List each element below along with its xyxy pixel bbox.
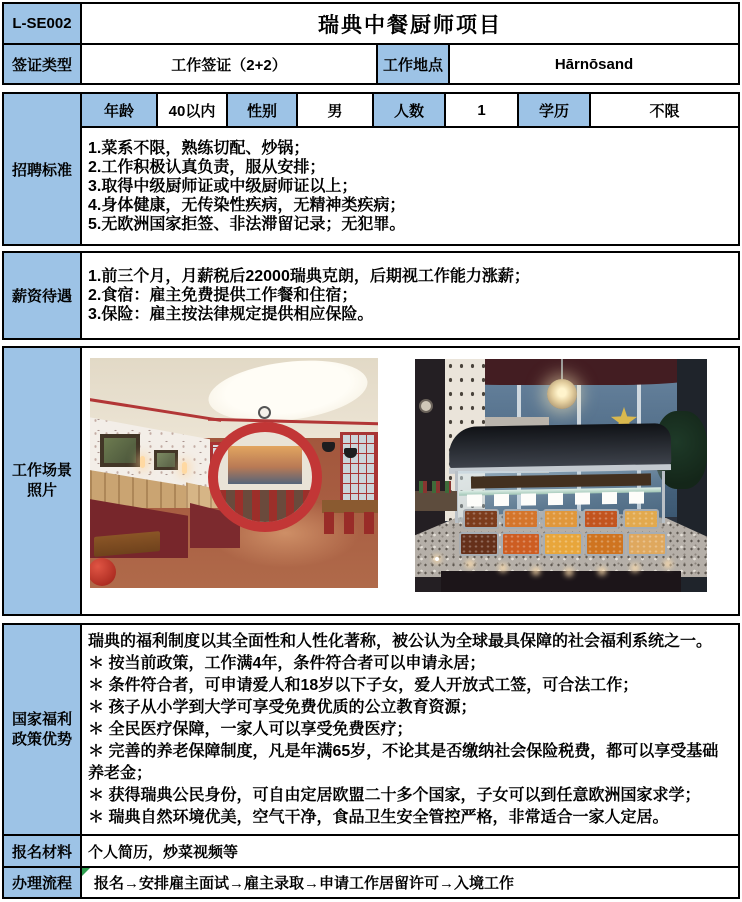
buffet-hood <box>449 423 672 469</box>
requirement-line: 3.取得中级厨师证或中级厨师证以上； <box>88 177 358 195</box>
recruit-requirements <box>82 126 738 244</box>
red-sphere-decoration <box>90 558 116 586</box>
photos-label-line2: 照片 <box>26 482 57 499</box>
gender-label: 性别 <box>226 94 296 126</box>
recruit-section <box>2 92 740 246</box>
welfare-line: ＊ 获得瑞典公民身份，可自由定居欧盟二十多个国家，子女可以到任意欧洲国家求学； <box>88 786 701 804</box>
excel-corner-flag-icon <box>82 868 90 876</box>
welfare-line: ＊ 瑞典自然环境优美，空气干净，食品卫生安全管控严格，非常适合一家人定居。 <box>88 808 669 826</box>
food-tray <box>503 509 539 529</box>
salary-line: 3.保险：雇主按法律规定提供相应保险。 <box>88 306 374 323</box>
wall-clock <box>419 399 433 413</box>
welfare-label-line2: 政策优势 <box>11 730 72 748</box>
gender-value: 男 <box>296 94 372 126</box>
photo-restaurant-interior <box>90 358 378 588</box>
requirement-line: 4.身体健康，无传染性疾病，无精神类疾病； <box>88 196 406 214</box>
welfare-label <box>4 625 80 834</box>
section-gap <box>2 85 740 92</box>
visa-row <box>4 43 738 83</box>
food-tray <box>627 532 667 556</box>
dark-curtain <box>455 359 707 385</box>
counter-spotlights <box>435 557 439 561</box>
welfare-body <box>80 625 738 834</box>
counter-base <box>441 571 681 592</box>
mural-painting <box>228 446 302 484</box>
education-value: 不限 <box>589 94 738 126</box>
recruit-subheader <box>82 94 738 126</box>
salary-body <box>80 253 738 338</box>
process-value: 报名→安排雇主面试→雇主录取→申请工作居留许可→入境工作 <box>94 875 515 892</box>
project-code: L-SE002 <box>4 4 80 43</box>
salary-section <box>2 251 740 340</box>
welfare-line: ＊ 全民医疗保障，一家人可以享受免费医疗； <box>88 720 413 738</box>
wall-clock <box>258 406 271 419</box>
requirement-line: 1.菜系不限，熟练切配、炒锅； <box>88 139 310 157</box>
photos-section <box>2 346 740 616</box>
framed-painting <box>100 434 140 467</box>
salary-line: 1.前三个月，月薪税后22000瑞典克朗，后期视工作能力涨薪； <box>88 268 530 285</box>
materials-row <box>4 834 738 866</box>
food-tray <box>501 532 541 556</box>
welfare-lines <box>82 625 738 834</box>
age-value: 40以内 <box>156 94 226 126</box>
red-oval-archway <box>208 422 322 532</box>
age-label: 年龄 <box>82 94 156 126</box>
headcount-value: 1 <box>444 94 517 126</box>
process-row <box>4 866 738 897</box>
food-tray <box>623 509 659 529</box>
food-tray <box>583 509 619 529</box>
process-label: 办理流程 <box>4 868 80 897</box>
requirement-line: 2.工作积极认真负责，服从安排； <box>88 158 326 176</box>
pendant-lamp <box>322 442 335 452</box>
condiment-bottles <box>419 481 451 493</box>
food-tray <box>543 532 583 556</box>
welfare-label-line1: 国家福利 <box>11 710 72 728</box>
red-lattice-partition <box>340 432 378 506</box>
materials-value: 个人简历，炒菜视频等 <box>80 836 738 866</box>
food-tray <box>543 509 579 529</box>
work-location-label: 工作地点 <box>376 45 448 83</box>
materials-label: 报名材料 <box>4 836 80 866</box>
salary-line: 2.食宿：雇主免费提供工作餐和住宿； <box>88 287 358 304</box>
wall-sconce <box>140 456 145 468</box>
food-tray <box>585 532 625 556</box>
work-location-value: Hārnōsand <box>448 45 738 83</box>
section-gap <box>2 616 740 623</box>
lamp-cord <box>561 359 563 381</box>
salary-label: 薪资待遇 <box>4 253 80 338</box>
salary-lines <box>82 253 738 338</box>
headcount-label: 人数 <box>372 94 444 126</box>
welfare-line: ＊ 孩子从小学到大学可享受免费优质的公立教育资源； <box>88 698 477 716</box>
bottom-table <box>2 623 740 899</box>
visa-type-value: 工作签证（2+2） <box>80 45 376 83</box>
process-value-cell <box>80 868 738 897</box>
photos-label <box>4 348 80 614</box>
requirement-line: 5.无欧洲国家拒签、非法滞留记录；无犯罪。 <box>88 215 406 233</box>
condiment-shelf <box>415 491 457 511</box>
framed-painting <box>154 450 178 470</box>
welfare-line: ＊ 条件符合者，可申请爱人和18岁以下子女，爱人开放式工签，可合法工作； <box>88 676 639 694</box>
welfare-line: ＊ 完善的养老保障制度，凡是年满65岁，不论其是否缴纳社会保险税费，都可以享受基础养老金； <box>88 742 719 782</box>
food-tray <box>459 532 499 556</box>
food-tray <box>463 509 499 529</box>
page-title: 瑞典中餐厨师项目 <box>80 4 738 43</box>
photos-cell <box>80 348 738 614</box>
recruit-label: 招聘标准 <box>4 94 80 244</box>
photo-buffet-counter <box>415 359 707 592</box>
visa-type-label: 签证类型 <box>4 45 80 83</box>
title-row <box>4 4 738 43</box>
education-label: 学历 <box>517 94 589 126</box>
header-table <box>2 2 740 85</box>
back-dining-room <box>218 490 312 522</box>
welfare-section <box>4 625 738 834</box>
orb-chandelier <box>547 379 577 409</box>
recruit-body <box>80 94 738 244</box>
photos-label-line1: 工作场景 <box>11 462 72 479</box>
red-chairs <box>324 512 378 534</box>
welfare-line: ＊ 按当前政策，工作满4年，条件符合者可以申请永居； <box>88 654 486 672</box>
welfare-line: 瑞典的福利制度以其全面性和人性化著称，被公认为全球最具保障的社会福利系统之一。 <box>88 632 713 650</box>
wall-sconce <box>182 462 187 474</box>
